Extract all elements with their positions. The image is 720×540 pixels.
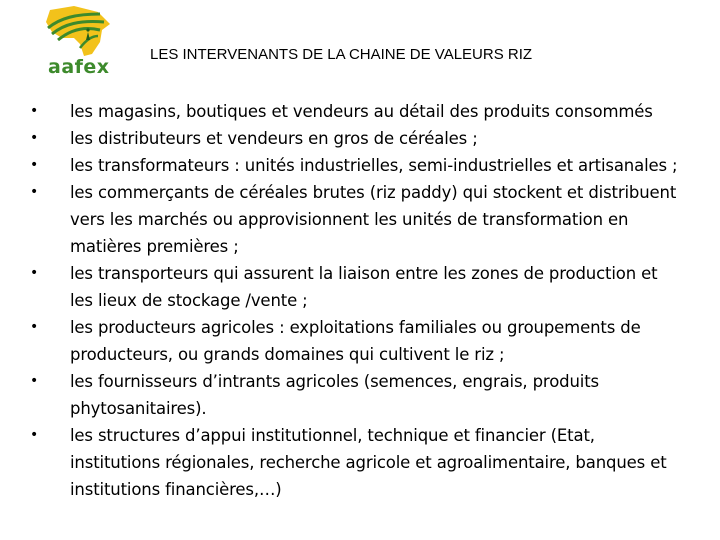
list-item [30, 422, 680, 503]
list-item-text: les transporteurs qui assurent la liaison entre les zones de production et les lieux de stockage /vente ; [70, 264, 658, 310]
list-item [30, 260, 680, 314]
list-item [30, 314, 680, 368]
page-title: LES INTERVENANTS DE LA CHAINE DE VALEURS RIZ [150, 46, 533, 63]
logo-text: aafex [48, 56, 110, 78]
list-item-text: les structures d’appui institutionnel, technique et financier (Etat, institutions régionales, recherche agricole et agroalimentaire, banques et institutions financières,…) [70, 426, 667, 499]
bullet-icon: • [30, 103, 39, 119]
list-item [30, 125, 680, 152]
list-item [30, 98, 680, 125]
list-item [30, 368, 680, 422]
list-item-text: les transformateurs : unités industrielles, semi-industrielles et artisanales ; [70, 156, 678, 175]
africa-map-logo-icon [40, 4, 120, 60]
bullet-list [30, 98, 680, 503]
bullet-icon: • [30, 373, 39, 389]
bullet-icon: • [30, 319, 39, 335]
bullet-icon: • [30, 157, 39, 173]
bullet-icon: • [30, 265, 39, 281]
figure-head-icon [86, 28, 89, 31]
list-item [30, 152, 680, 179]
bullet-icon: • [30, 130, 39, 146]
aafex-logo [40, 4, 120, 80]
list-item-text: les fournisseurs d’intrants agricoles (semences, engrais, produits phytosanitaires). [70, 372, 599, 418]
bullet-icon: • [30, 427, 39, 443]
list-item-text: les producteurs agricoles : exploitations familiales ou groupements de producteurs, ou grands domaines qui cultivent le riz ; [70, 318, 641, 364]
bullet-icon: • [30, 184, 39, 200]
list-item-text: les magasins, boutiques et vendeurs au détail des produits consommés [70, 102, 653, 121]
list-item [30, 179, 680, 260]
list-item-text: les distributeurs et vendeurs en gros de céréales ; [70, 129, 478, 148]
list-item-text: les commerçants de céréales brutes (riz paddy) qui stockent et distribuent vers les marchés ou approvisionnent les unités de transformation en matières premières ; [70, 183, 677, 256]
